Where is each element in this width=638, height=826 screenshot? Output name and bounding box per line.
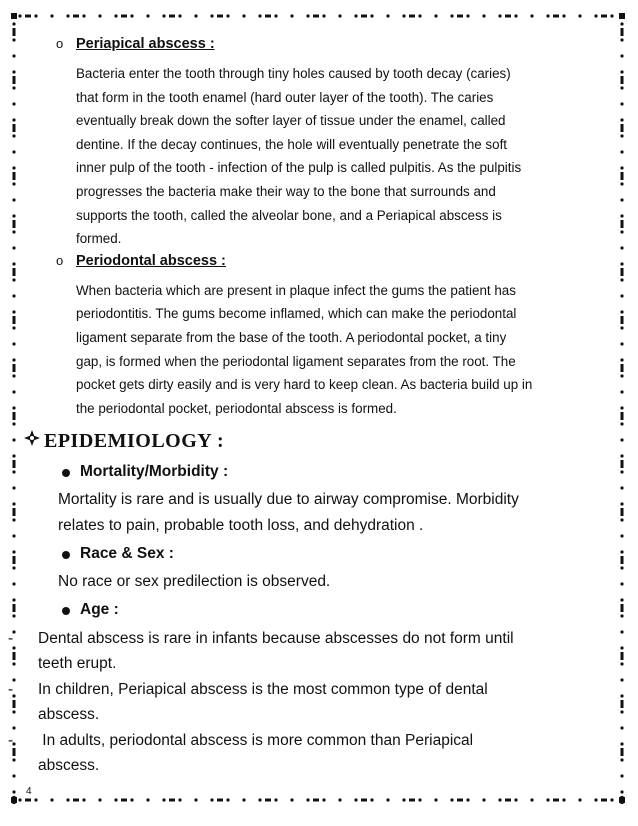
text-line: teeth erupt. — [38, 655, 117, 673]
periapical-heading — [56, 36, 602, 62]
border-mark — [12, 598, 15, 601]
border-mark — [226, 14, 229, 17]
border-mark — [12, 582, 15, 585]
border-mark — [620, 790, 623, 793]
border-mark — [162, 798, 165, 801]
border-mark — [258, 798, 261, 801]
border-mark — [194, 798, 197, 801]
border-mark — [450, 14, 453, 17]
border-mark — [12, 454, 15, 457]
text-line: In children, Periapical abscess is the most common type of dental — [38, 680, 488, 698]
border-mark — [82, 14, 85, 17]
border-mark — [12, 86, 15, 89]
border-mark — [12, 486, 15, 489]
text-line: progresses the bacteria make their way to the bone that surrounds and — [76, 183, 496, 199]
border-mark — [121, 15, 127, 18]
border-mark — [178, 14, 181, 17]
border-mark — [621, 748, 624, 756]
border-mark — [178, 798, 181, 801]
list-item: - In children, Periapical abscess is the most common type of dental abscess. — [6, 677, 580, 728]
list-item: - Dental abscess is rare in infants because abscesses do not form until teeth erupt. — [6, 626, 580, 677]
border-mark — [530, 14, 533, 17]
border-mark — [12, 374, 15, 377]
border-mark — [146, 798, 149, 801]
border-mark — [50, 14, 53, 17]
border-mark — [594, 798, 597, 801]
border-mark — [274, 798, 277, 801]
text-line: eventually break down the softer layer of tissue under the enamel, called — [76, 113, 506, 129]
border-mark — [11, 797, 17, 803]
border-mark — [12, 342, 15, 345]
border-mark — [66, 798, 69, 801]
border-mark — [13, 508, 16, 516]
border-mark — [12, 470, 15, 473]
border-mark — [620, 726, 623, 729]
border-mark — [242, 14, 245, 17]
periodontal-paragraph — [76, 279, 628, 421]
border-mark — [12, 214, 15, 217]
border-mark — [466, 14, 469, 17]
border-mark — [457, 799, 463, 802]
border-mark — [98, 14, 101, 17]
border-mark — [13, 364, 16, 372]
border-mark — [82, 798, 85, 801]
border-mark — [12, 166, 15, 169]
border-mark — [620, 422, 623, 425]
border-mark — [482, 798, 485, 801]
border-mark — [146, 14, 149, 17]
border-mark — [306, 798, 309, 801]
border-mark — [514, 14, 517, 17]
border-mark — [621, 508, 624, 516]
border-mark — [73, 799, 79, 802]
border-mark — [620, 662, 623, 665]
border-mark — [601, 15, 607, 18]
border-mark — [354, 14, 357, 17]
border-mark — [13, 76, 16, 84]
border-mark — [620, 710, 623, 713]
border-mark — [13, 28, 16, 36]
border-mark — [620, 678, 623, 681]
border-mark — [620, 582, 623, 585]
border-mark — [12, 102, 15, 105]
border-mark — [498, 14, 501, 17]
border-mark — [620, 646, 623, 649]
border-mark — [12, 326, 15, 329]
text-line: that form in the tooth enamel (hard outer layer of the tooth). The caries — [76, 89, 494, 105]
border-mark — [402, 798, 405, 801]
text-line: No race or sex predilection is observed. — [58, 573, 331, 591]
border-mark — [121, 799, 127, 802]
border-mark — [130, 14, 133, 17]
border-mark — [210, 14, 213, 17]
border-mark — [620, 518, 623, 521]
border-mark — [621, 652, 624, 660]
race-sex-paragraph — [58, 569, 602, 595]
border-mark — [12, 358, 15, 361]
border-mark — [12, 182, 15, 185]
border-mark — [578, 798, 581, 801]
border-mark — [12, 198, 15, 201]
border-mark — [12, 614, 15, 617]
border-mark — [12, 38, 15, 41]
text-line: formed. — [76, 231, 122, 247]
border-mark — [13, 124, 16, 132]
border-mark — [361, 799, 367, 802]
border-mark — [409, 15, 415, 18]
border-mark — [514, 798, 517, 801]
border-mark — [210, 798, 213, 801]
border-mark — [434, 14, 437, 17]
filled-bullet-icon — [60, 604, 72, 616]
border-mark — [130, 798, 133, 801]
border-mark — [322, 798, 325, 801]
border-mark — [482, 14, 485, 17]
list-item: - In adults, periodontal abscess is more common than Periapical abscess. — [6, 728, 580, 779]
filled-bullet-icon — [60, 466, 72, 478]
border-mark — [12, 230, 15, 233]
border-mark — [450, 798, 453, 801]
border-mark — [114, 798, 117, 801]
border-mark — [621, 28, 624, 36]
border-mark — [217, 799, 223, 802]
age-heading — [60, 597, 602, 624]
border-mark — [620, 598, 623, 601]
border-mark — [12, 246, 15, 249]
page-number: 4 — [26, 786, 32, 797]
border-mark — [13, 172, 16, 180]
border-mark — [620, 742, 623, 745]
border-mark — [621, 268, 624, 276]
border-mark — [13, 412, 16, 420]
border-mark — [546, 798, 549, 801]
border-mark — [169, 799, 175, 802]
border-mark — [434, 798, 437, 801]
border-mark — [12, 294, 15, 297]
border-mark — [13, 316, 16, 324]
border-mark — [620, 502, 623, 505]
border-mark — [553, 15, 559, 18]
border-mark — [290, 798, 293, 801]
mortality-heading — [60, 458, 602, 485]
border-mark — [12, 566, 15, 569]
border-mark — [505, 799, 511, 802]
border-mark — [13, 268, 16, 276]
border-mark — [265, 15, 271, 18]
border-mark — [620, 22, 623, 25]
border-mark — [620, 550, 623, 553]
border-mark — [530, 798, 533, 801]
border-mark — [226, 798, 229, 801]
border-mark — [457, 15, 463, 18]
text-line: inner pulp of the tooth - infection of the pulp is called pulpitis. As the pulpitis — [76, 160, 522, 176]
border-mark — [620, 566, 623, 569]
border-mark — [11, 13, 17, 19]
age-label: Age : — [80, 601, 119, 619]
border-mark — [18, 14, 21, 17]
border-mark — [418, 14, 421, 17]
epidemiology-heading — [28, 426, 602, 456]
text-line: pocket gets dirty easily and is very hard to keep clean. As bacteria build up in — [76, 377, 533, 393]
text-line: When bacteria which are present in plaque infect the gums the patient has — [76, 282, 516, 298]
border-mark — [620, 758, 623, 761]
border-mark — [25, 15, 31, 18]
border-mark — [338, 798, 341, 801]
border-mark — [12, 22, 15, 25]
border-mark — [12, 406, 15, 409]
border-mark — [354, 798, 357, 801]
text-line: periodontitis. The gums become inflamed, which can make the periodontal — [76, 306, 517, 322]
border-mark — [73, 15, 79, 18]
border-mark — [12, 438, 15, 441]
border-mark — [619, 13, 625, 19]
border-mark — [12, 134, 15, 137]
border-mark — [12, 422, 15, 425]
border-mark — [12, 518, 15, 521]
border-mark — [621, 604, 624, 612]
border-mark — [313, 15, 319, 18]
border-mark — [66, 14, 69, 17]
border-mark — [578, 14, 581, 17]
border-mark — [620, 54, 623, 57]
border-mark — [217, 15, 223, 18]
border-mark — [620, 774, 623, 777]
border-mark — [621, 700, 624, 708]
border-mark — [274, 14, 277, 17]
border-mark — [306, 14, 309, 17]
border-mark — [12, 70, 15, 73]
border-mark — [418, 798, 421, 801]
border-mark — [13, 604, 16, 612]
border-mark — [601, 799, 607, 802]
periodontal-title: Periodontal abscess : — [76, 252, 226, 269]
text-line: relates to pain, probable tooth loss, and dehydration . — [58, 516, 424, 534]
border-mark — [338, 14, 341, 17]
border-mark — [12, 790, 15, 793]
mortality-paragraph — [58, 487, 602, 538]
border-mark — [620, 630, 623, 633]
text-line: supports the tooth, called the alveolar bone, and a Periapical abscess is — [76, 207, 502, 223]
text-line: abscess. — [38, 757, 100, 775]
border-mark — [409, 799, 415, 802]
border-mark — [498, 798, 501, 801]
border-mark — [562, 14, 565, 17]
border-mark — [562, 798, 565, 801]
border-mark — [12, 150, 15, 153]
diamond-bullet-icon — [22, 428, 44, 454]
age-list — [6, 626, 602, 779]
border-mark — [162, 14, 165, 17]
border-mark — [242, 798, 245, 801]
text-line: abscess. — [38, 706, 100, 724]
border-mark — [386, 14, 389, 17]
border-mark — [610, 14, 613, 17]
filled-bullet-icon — [60, 548, 72, 560]
race-sex-heading — [60, 540, 602, 567]
border-mark — [169, 15, 175, 18]
periapical-paragraph — [76, 62, 628, 251]
border-mark — [194, 14, 197, 17]
border-mark — [546, 14, 549, 17]
page-content — [8, 36, 602, 779]
border-mark — [370, 14, 373, 17]
border-mark — [402, 14, 405, 17]
border-mark — [505, 15, 511, 18]
border-mark — [621, 460, 624, 468]
circle-bullet-icon: o — [56, 252, 64, 268]
epidemiology-title: EPIDEMIOLOGY : — [44, 429, 225, 452]
border-mark — [620, 534, 623, 537]
border-mark — [12, 262, 15, 265]
border-mark — [620, 438, 623, 441]
border-mark — [12, 278, 15, 281]
circle-bullet-icon: o — [56, 36, 64, 51]
text-line: ligament separate from the base of the tooth. A periodontal pocket, a tiny — [76, 329, 507, 345]
text-line: Mortality is rare and is usually due to airway compromise. Morbidity — [58, 491, 519, 509]
border-mark — [34, 798, 37, 801]
border-mark — [13, 460, 16, 468]
border-mark — [13, 556, 16, 564]
periodontal-heading — [56, 253, 602, 279]
border-mark — [322, 14, 325, 17]
border-mark — [13, 220, 16, 228]
text-line: In adults, periodontal abscess is more common than Periapical — [38, 731, 474, 749]
border-mark — [386, 798, 389, 801]
border-mark — [98, 798, 101, 801]
periapical-title: Periapical abscess : — [76, 36, 215, 52]
border-mark — [12, 390, 15, 393]
border-mark — [621, 556, 624, 564]
border-mark — [313, 799, 319, 802]
border-mark — [619, 797, 625, 803]
border-mark — [361, 15, 367, 18]
border-mark — [12, 534, 15, 537]
border-mark — [12, 550, 15, 553]
border-mark — [50, 798, 53, 801]
border-mark — [25, 799, 31, 802]
border-mark — [620, 694, 623, 697]
border-mark — [12, 310, 15, 313]
text-line: Dental abscess is rare in infants because abscesses do not form until — [38, 629, 514, 647]
border-mark — [620, 262, 623, 265]
border-mark — [594, 14, 597, 17]
border-mark — [12, 118, 15, 121]
border-mark — [18, 798, 21, 801]
border-mark — [12, 54, 15, 57]
mortality-label: Mortality/Morbidity : — [80, 462, 229, 480]
border-mark — [265, 799, 271, 802]
border-mark — [258, 14, 261, 17]
border-mark — [620, 470, 623, 473]
border-mark — [12, 502, 15, 505]
border-mark — [620, 38, 623, 41]
border-mark — [34, 14, 37, 17]
text-line: gap, is formed when the periodontal ligament separates from the root. The — [76, 353, 516, 369]
border-mark — [290, 14, 293, 17]
text-line: Bacteria enter the tooth through tiny holes caused by tooth decay (caries) — [76, 66, 511, 81]
text-line: the periodontal pocket, periodontal abscess is formed. — [76, 400, 397, 416]
race-sex-label: Race & Sex : — [80, 544, 174, 562]
border-mark — [370, 798, 373, 801]
border-mark — [553, 799, 559, 802]
text-line: dentine. If the decay continues, the hole will eventually penetrate the soft — [76, 136, 508, 152]
border-mark — [114, 14, 117, 17]
border-mark — [466, 798, 469, 801]
border-mark — [620, 486, 623, 489]
border-mark — [610, 798, 613, 801]
border-mark — [620, 614, 623, 617]
border-mark — [620, 454, 623, 457]
